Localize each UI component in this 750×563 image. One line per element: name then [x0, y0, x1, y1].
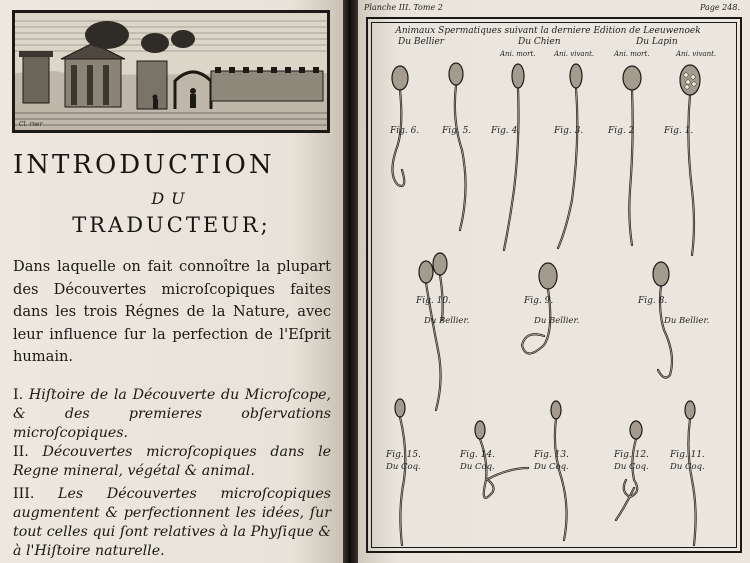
spermatozoon-drawing [504, 64, 524, 250]
figure-label: Fig. 6. [390, 126, 420, 136]
figure-animal: Du Coq. [460, 462, 495, 472]
figure-label: Fig. 13. [534, 450, 569, 460]
figure-label: Fig. 14. [460, 450, 495, 460]
spermatozoon-drawing [685, 401, 696, 545]
landscape-engraving-image [15, 13, 327, 130]
toc-number: II. [13, 444, 29, 460]
spermatozoon-drawing [522, 263, 557, 354]
spermatozoa-engraving [358, 0, 750, 563]
left-page [0, 0, 343, 563]
figure-animal: Du Bellier. [664, 316, 710, 326]
right-page [358, 0, 750, 563]
state-label: Ani. vivant. [676, 50, 717, 58]
state-label: Ani. mort. [614, 50, 650, 58]
page-number: Page 248. [699, 3, 740, 12]
figure-animal: Du Bellier. [534, 316, 580, 326]
figure-label: Fig. 10. [416, 296, 451, 306]
subtitle-paragraph: Dans laquelle on fait connoître la plupart des Découvertes microſcopiques faites dans les trois Régnes de la Nature, avec leur influence ſur la perfection de l'Eſprit humain. [13, 258, 331, 365]
figure-animal: Du Coq. [614, 462, 649, 472]
figure-animal: Du Coq. [534, 462, 569, 472]
toc-text: Découvertes microſcopiques dans le Regne mineral, végétal & animal. [13, 444, 332, 479]
title-traducteur: TRADUCTEUR; [72, 213, 271, 237]
animal-label-chien: Du Chien [518, 37, 561, 47]
figure-label: Fig. 3. [554, 126, 584, 136]
figure-label: Fig. 12. [614, 450, 649, 460]
figure-label: Fig. 2 [608, 126, 635, 136]
toc-item-2 [13, 443, 331, 481]
figure-animal: Du Coq. [670, 462, 705, 472]
plate-number: Planche III. Tome 2 [364, 3, 443, 12]
toc-text: Les Découvertes microſcopiques augmentent & perfectionnent les idées, ſur tout celles qui ſont relatives à la Phyſique & à l'Hiſtoire naturelle. [13, 486, 331, 559]
animal-label-bellier: Du Bellier [398, 37, 445, 47]
spermatozoon-drawing [395, 399, 405, 545]
toc-item-1 [13, 386, 331, 443]
figure-label: Fig. 9. [524, 296, 554, 306]
figure-label: Fig. 4. [491, 126, 521, 136]
toc-number: I. [13, 387, 24, 403]
figure-label: Fig. 5. [442, 126, 472, 136]
spermatozoon-drawing [449, 63, 466, 230]
engraver-signature: Cl. rner [19, 121, 43, 128]
figure-label: Fig. 11. [670, 450, 705, 460]
engraved-vignette [12, 10, 330, 133]
spermatozoon-drawing [419, 261, 441, 410]
spermatozoon-drawing [433, 253, 447, 320]
toc-item-3 [13, 485, 331, 561]
figure-animal: Du Coq. [386, 462, 421, 472]
book-gutter [343, 0, 358, 563]
animal-label-lapin: Du Lapin [636, 37, 678, 47]
figure-label: Fig. 8. [638, 296, 668, 306]
toc-text: Hiſtoire de la Découverte du Microſcope, & des premieres obſervations microſcopiques. [13, 387, 331, 441]
figure-label: Fig. 15. [386, 450, 421, 460]
spermatozoon-drawing [558, 64, 582, 248]
page-title: INTRODUCTION [13, 150, 275, 180]
plate-heading: Animaux Spermatiques suivant la derniere Edition de Leeuwenoek [395, 26, 701, 36]
spermatozoon-drawing [680, 65, 700, 255]
state-label: Ani. vivant. [554, 50, 595, 58]
toc-number: III. [13, 486, 35, 502]
state-label: Ani. mort. [500, 50, 536, 58]
spermatozoon-drawing [623, 66, 641, 245]
figure-animal: Du Bellier. [424, 316, 470, 326]
figure-label: Fig. 1. [664, 126, 694, 136]
title-du: DU [151, 189, 192, 208]
